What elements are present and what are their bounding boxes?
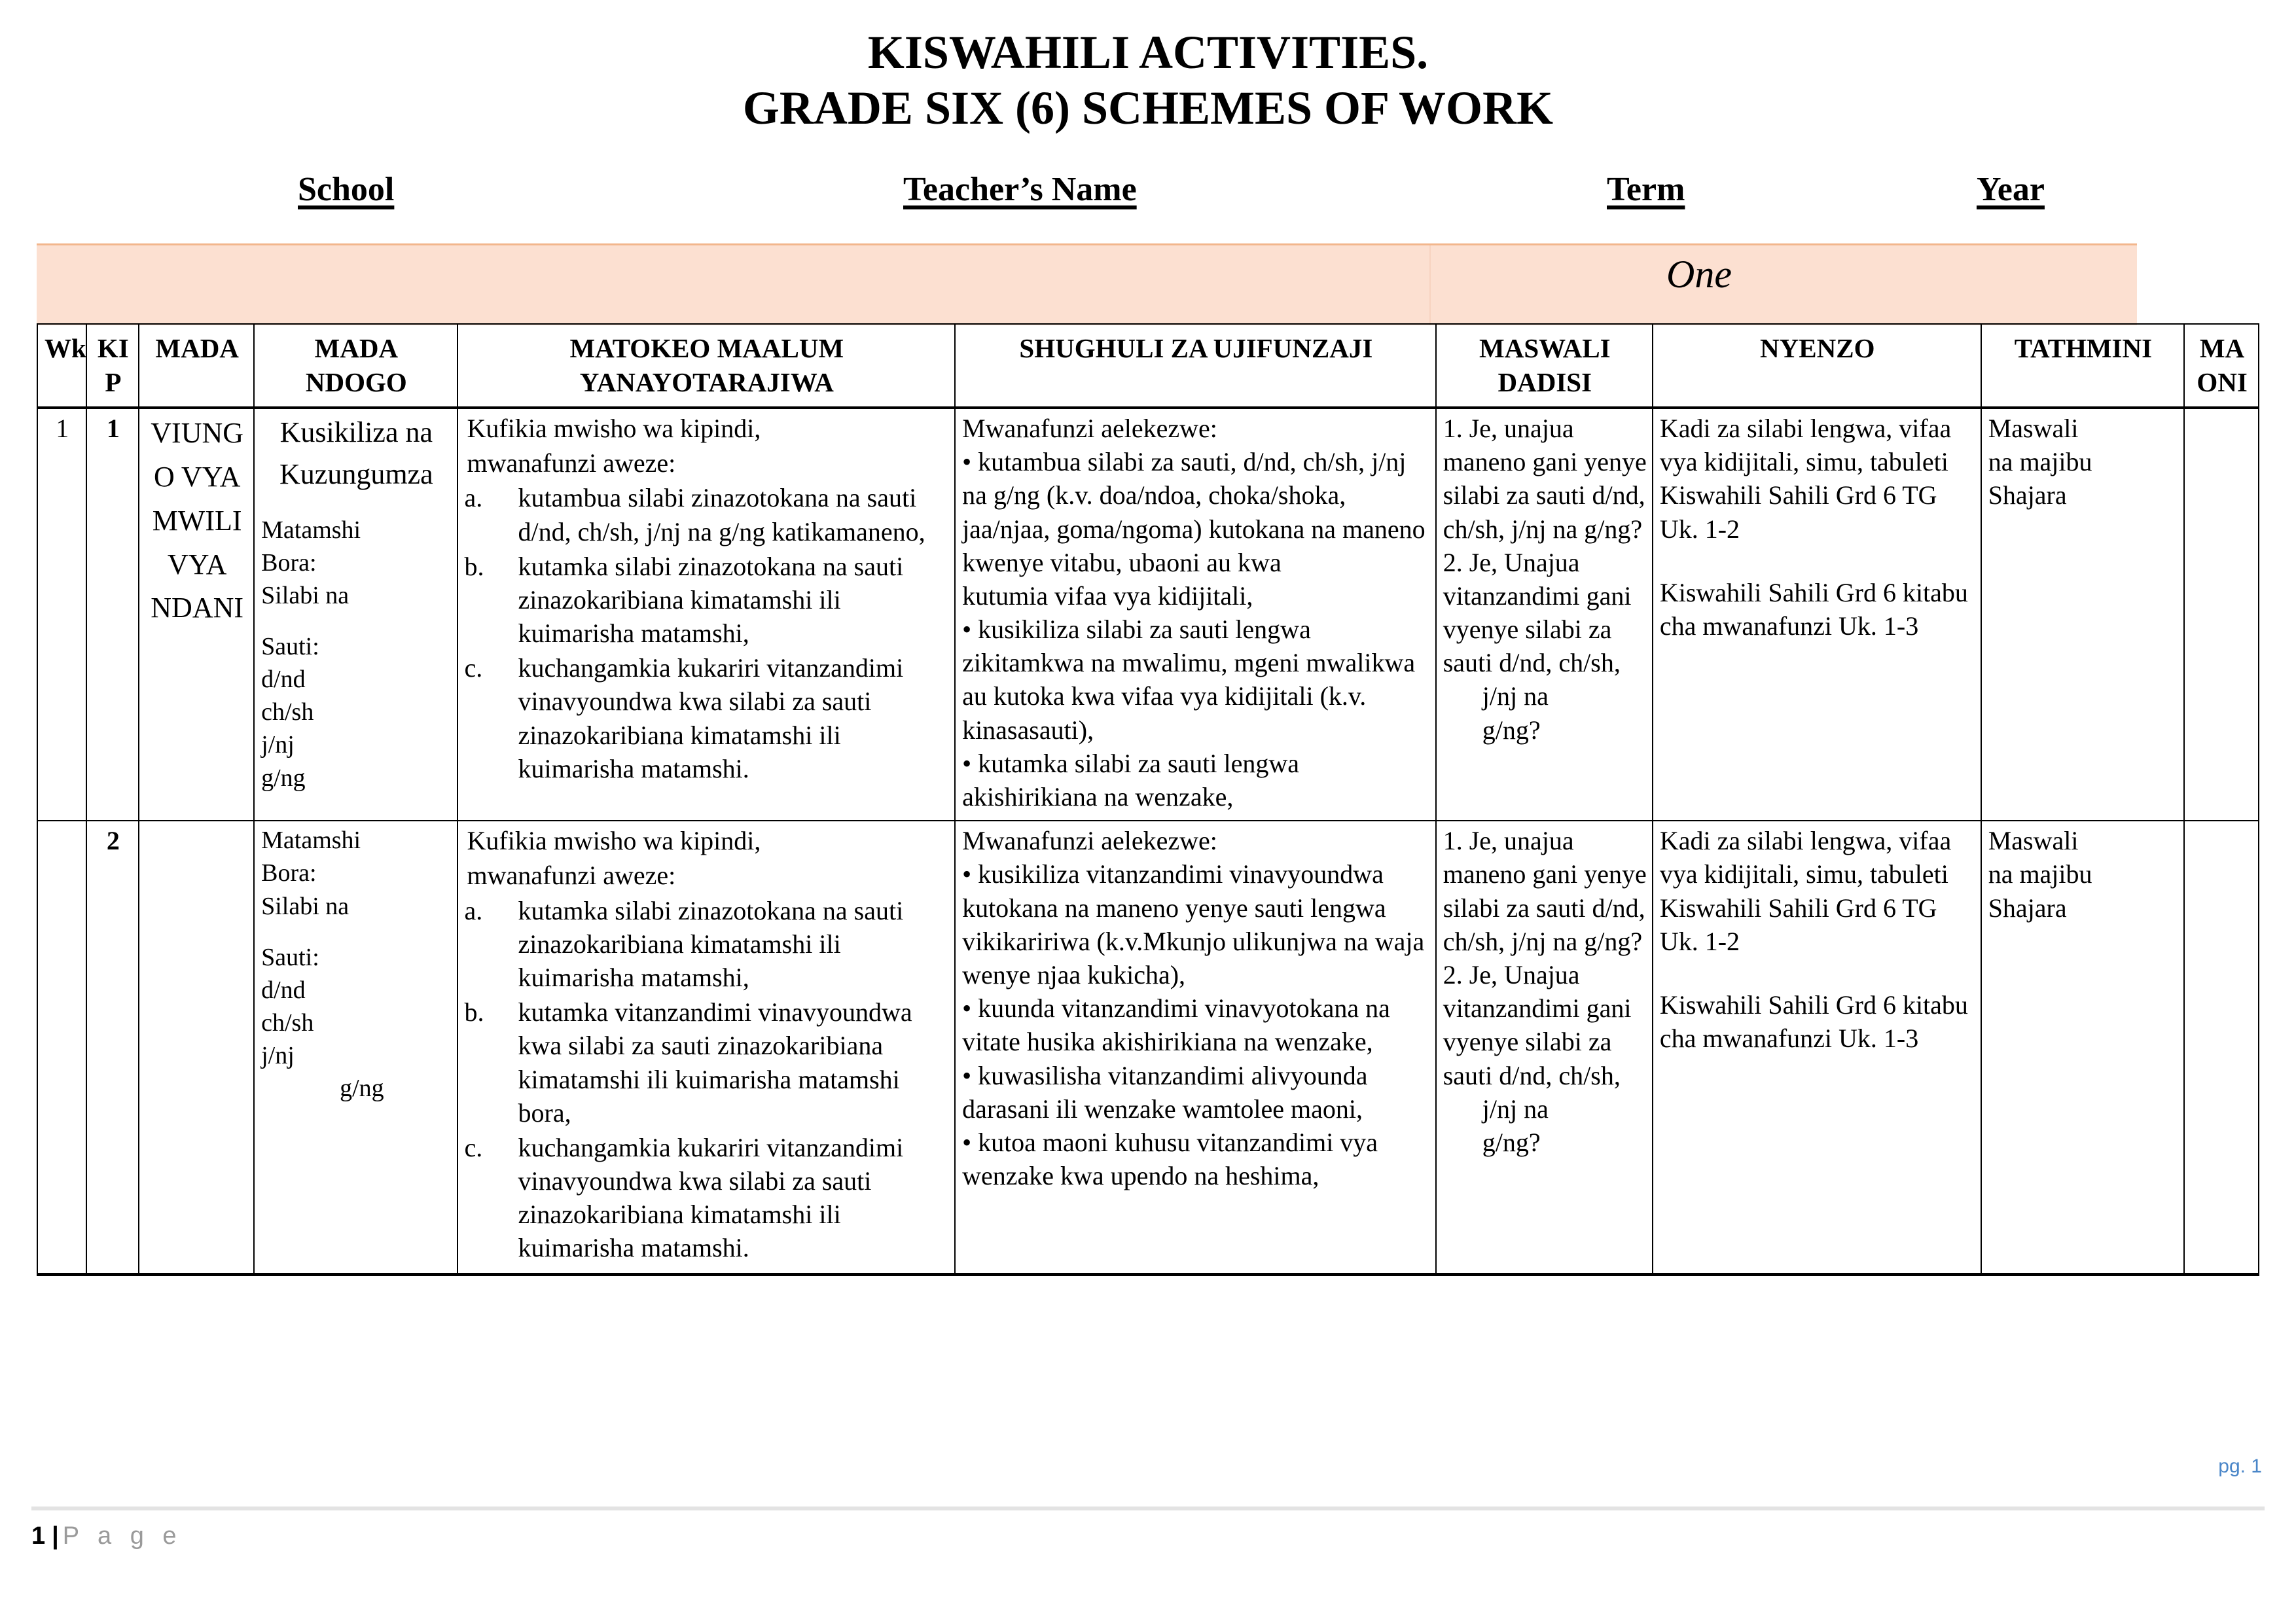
matokeo-list [465, 894, 950, 1265]
list-item [465, 481, 950, 548]
list-text: kuchangamkia kukariri vitanzandimi vinavyoundwa kwa silabi za sauti zinazokaribiana kimatamshi ili kuimarisha matamshi. [518, 1132, 904, 1263]
nyenzo-item: Kiswahili Sahili Grd 6 kitabu cha mwanafunzi Uk. 1-3 [1659, 577, 1968, 641]
mada-ndogo-sub-line: Bora: [261, 548, 317, 577]
mada-ndogo-sub-line: Matamshi [261, 516, 361, 544]
kip-value: 2 [106, 826, 120, 856]
footer-page-word: P a g e [62, 1522, 183, 1550]
cell-shughuli [955, 821, 1436, 1274]
cell-kip [86, 408, 139, 821]
spacer [1660, 958, 1975, 988]
shughuli-bullet: • kusikiliza vitanzandimi vinavyoundwa kutokana na maneno yenye sauti lengwa vikikaririwa (k.v.Mkunjo ulikunjwa na waja wenye njaa kukicha), [962, 859, 1425, 990]
cell-maoni [2184, 408, 2259, 821]
column-header-tathmini [1981, 324, 2184, 408]
mada-ndogo-sound: ch/sh [261, 698, 314, 726]
column-header-maswali-line2: DADISI [1498, 367, 1592, 398]
shughuli-bullet: • kutambua silabi za sauti, d/nd, ch/sh, j/nj na g/ng (k.v. doa/ndoa, choka/shoka, jaa/njaa, goma/ngoma) kutokana na maneno kwenye vitabu, ubaoni au kwa [962, 447, 1426, 577]
footer-page-indicator [31, 1522, 183, 1550]
column-header-kip-line2: P [105, 367, 122, 398]
mada-ndogo-sound: g/ng [340, 1075, 384, 1103]
band-divider [1429, 245, 1431, 325]
maswali-question-cont: j/nj na [1482, 681, 1549, 711]
list-marker: a. [464, 895, 483, 925]
column-header-maoni-line2: ONI [2197, 367, 2248, 398]
matokeo-list [465, 481, 950, 785]
list-item [465, 1131, 950, 1265]
spacer [1660, 546, 1975, 576]
nyenzo-item: Kiswahili Sahili Grd 6 kitabu cha mwanafunzi Uk. 1-3 [1659, 990, 1968, 1054]
list-item [465, 894, 950, 995]
matokeo-intro-line: Kufikia mwisho wa kipindi, [467, 413, 761, 443]
cell-maoni [2184, 821, 2259, 1274]
column-header-matokeo-line1: MATOKEO MAALUM [569, 333, 844, 363]
document-title-line-2: GRADE SIX (6) SCHEMES OF WORK [742, 81, 1554, 134]
document-title-line-1: KISWAHILI ACTIVITIES. [867, 26, 1429, 79]
cell-tathmini [1981, 821, 2184, 1274]
cell-mada-ndogo [254, 821, 457, 1274]
mada-ndogo-sound: j/nj [261, 731, 295, 759]
mada-ndogo-sub-line: Silabi na [261, 581, 350, 609]
term-value[interactable]: One [1666, 253, 1732, 296]
list-marker: b. [464, 551, 484, 581]
tathmini-line: Shajara [1988, 893, 2067, 923]
table-row [37, 821, 2259, 1274]
teacher-label: Teacher’s Name [903, 170, 1137, 208]
nyenzo-item: Kiswahili Sahili Grd 6 TG Uk. 1-2 [1659, 480, 1937, 544]
shughuli-bullet: • kusikiliza silabi za sauti lengwa zikitamkwa na mwalimu, mgeni mwalikwa au kutoka kwa vifaa vya kidijitali (k.v. kinasasauti), [962, 615, 1416, 745]
wk-value: 1 [56, 413, 69, 443]
column-header-shughuli [955, 324, 1436, 408]
kip-value: 1 [106, 413, 120, 443]
matokeo-intro-line: mwanafunzi aweze: [467, 861, 676, 891]
mada-ndogo-sound: d/nd [261, 666, 306, 694]
column-header-maswali [1436, 324, 1653, 408]
spacer [261, 495, 451, 514]
list-item [465, 550, 950, 651]
tathmini-line: Maswali [1988, 826, 2079, 856]
maswali-question-cont: vitanzandimi gani vyenye silabi za sauti d/nd, ch/sh, [1443, 993, 1632, 1090]
mada-ndogo-sound: d/nd [261, 976, 306, 1004]
column-header-nyenzo [1653, 324, 1981, 408]
list-text: kuchangamkia kukariri vitanzandimi vinavyoundwa kwa silabi za sauti zinazokaribiana kimatamshi ili kuimarisha matamshi. [518, 653, 904, 783]
spacer [261, 612, 451, 630]
cell-nyenzo [1653, 821, 1981, 1274]
tathmini-line: na majibu [1988, 859, 2092, 889]
mada-ndogo-sauti-title: Sauti: [261, 633, 319, 660]
cell-mada-ndogo [254, 408, 457, 821]
column-header-tathmini-label: TATHMINI [2014, 333, 2153, 363]
mada-ndogo-sound: g/ng [261, 764, 306, 792]
cell-matokeo [457, 821, 956, 1274]
column-header-matokeo [457, 324, 956, 408]
year-label: Year [1977, 170, 2045, 208]
column-header-wk [37, 324, 86, 408]
header-field-labels [0, 170, 2296, 230]
cell-matokeo [457, 408, 956, 821]
cell-wk [37, 821, 86, 1274]
table-row [37, 408, 2259, 821]
column-header-kip [86, 324, 139, 408]
nyenzo-item: Kiswahili Sahili Grd 6 TG Uk. 1-2 [1659, 893, 1937, 956]
column-header-mada [139, 324, 254, 408]
shughuli-bullet: kutumia vifaa vya kidijitali, [962, 580, 1253, 611]
list-item [465, 995, 950, 1130]
shughuli-intro: Mwanafunzi aelekezwe: [962, 413, 1217, 443]
mada-ndogo-sub-line: Bora: [261, 859, 317, 887]
term-label: Term [1607, 170, 1685, 208]
mada-line: NDANI [151, 592, 244, 624]
table-header-row [37, 324, 2259, 408]
column-header-ndogo-line2: NDOGO [305, 367, 407, 398]
cell-nyenzo [1653, 408, 1981, 821]
shughuli-bullet: • kuunda vitanzandimi vinavyotokana na vitate husika akishirikiana na wenzake, [962, 993, 1390, 1057]
column-header-mada-ndogo [254, 324, 457, 408]
list-text: kutamka silabi zinazotokana na sauti zinazokaribiana kimatamshi ili kuimarisha matamshi, [518, 551, 904, 649]
maswali-question: 1. Je, unajua maneno gani yenye silabi za sauti d/nd, ch/sh, j/nj na g/ng? [1443, 413, 1647, 544]
mada-ndogo-sub-line: Matamshi [261, 827, 361, 855]
title-block [0, 0, 2296, 136]
mada-line: MWILI [152, 504, 242, 537]
shughuli-intro: Mwanafunzi aelekezwe: [962, 826, 1217, 856]
table-body [37, 408, 2259, 1274]
column-header-maoni [2184, 324, 2259, 408]
cell-kip [86, 821, 139, 1274]
cell-maswali-dadisi [1436, 821, 1653, 1274]
maswali-question: 1. Je, unajua maneno gani yenye silabi za sauti d/nd, ch/sh, j/nj na g/ng? [1443, 826, 1647, 956]
column-header-kip-line1: KI [97, 333, 129, 363]
column-header-shughuli-label: SHUGHULI ZA UJIFUNZAJI [1019, 333, 1373, 363]
list-marker: a. [464, 483, 483, 513]
cell-mada [139, 821, 254, 1274]
cell-wk [37, 408, 86, 821]
column-header-nyenzo-label: NYENZO [1760, 333, 1875, 363]
list-text: kutambua silabi zinazotokana na sauti d/nd, ch/sh, j/nj na g/ng katikamaneno, [518, 483, 925, 546]
nyenzo-item: Kadi za silabi lengwa, vifaa vya kidijitali, simu, tabuleti [1659, 413, 1952, 477]
list-item [465, 651, 950, 785]
tathmini-line: Shajara [1988, 480, 2067, 510]
mada-line: VIUNG [151, 416, 244, 449]
cell-mada [139, 408, 254, 821]
mada-ndogo-sound: j/nj [261, 1042, 295, 1070]
mada-ndogo-title: Kusikiliza na Kuzungumza [279, 416, 433, 490]
maswali-question-cont: g/ng? [1482, 1127, 1541, 1157]
list-marker: b. [464, 997, 484, 1027]
column-header-maoni-line1: MA [2199, 333, 2245, 363]
tathmini-line: Maswali [1988, 413, 2079, 443]
maswali-question-cont: vitanzandimi gani vyenye silabi za sauti d/nd, ch/sh, [1443, 580, 1632, 678]
tathmini-line: na majibu [1988, 447, 2092, 477]
mada-line: VYA [167, 548, 227, 580]
matokeo-intro-line: mwanafunzi aweze: [467, 448, 676, 478]
school-label: School [298, 170, 395, 208]
mada-ndogo-sub-line: Silabi na [261, 892, 350, 920]
schemes-of-work-table [37, 323, 2259, 1276]
maswali-question: 2. Je, Unajua [1443, 547, 1580, 577]
maswali-question-cont: j/nj na [1482, 1094, 1549, 1124]
page-note: pg. 1 [2218, 1455, 2262, 1477]
header-entry-band [37, 243, 2137, 325]
column-header-mada-label: MADA [155, 333, 239, 363]
matokeo-intro-line: Kufikia mwisho wa kipindi, [467, 826, 761, 856]
footer-page-number: 1 [31, 1522, 46, 1550]
list-text: kutamka vitanzandimi vinavyoundwa kwa silabi za sauti zinazokaribiana kimatamshi ili kuimarisha matamshi bora, [518, 997, 912, 1128]
list-marker: c. [464, 1132, 483, 1162]
cell-tathmini [1981, 408, 2184, 821]
mada-ndogo-sound: ch/sh [261, 1008, 314, 1037]
maswali-question-cont: g/ng? [1482, 715, 1541, 745]
shughuli-bullet: • kutamka silabi za sauti lengwa akishirikiana na wenzake, [962, 748, 1300, 812]
shughuli-bullet: • kutoa maoni kuhusu vitanzandimi vya wenzake kwa upendo na heshima, [962, 1127, 1378, 1191]
mada-ndogo-sauti-title: Sauti: [261, 943, 319, 971]
shughuli-bullet: • kuwasilisha vitanzandimi alivyounda darasani ili wenzake wamtolee maoni, [962, 1060, 1368, 1124]
column-header-ndogo-line1: MADA [314, 333, 399, 363]
maswali-question: 2. Je, Unajua [1443, 959, 1580, 990]
footer-divider [31, 1507, 2265, 1510]
footer-separator: | [52, 1522, 59, 1550]
nyenzo-item: Kadi za silabi lengwa, vifaa vya kidijitali, simu, tabuleti [1659, 826, 1952, 889]
list-text: kutamka silabi zinazotokana na sauti zinazokaribiana kimatamshi ili kuimarisha matamshi, [518, 895, 904, 992]
column-header-matokeo-line2: YANAYOTARAJIWA [579, 367, 834, 398]
cell-shughuli [955, 408, 1436, 821]
spacer [261, 923, 451, 941]
column-header-wk-label: Wk [45, 333, 86, 363]
mada-line: O VYA [153, 460, 241, 493]
cell-maswali-dadisi [1436, 408, 1653, 821]
column-header-maswali-line1: MASWALI [1479, 333, 1611, 363]
list-marker: c. [464, 653, 483, 683]
